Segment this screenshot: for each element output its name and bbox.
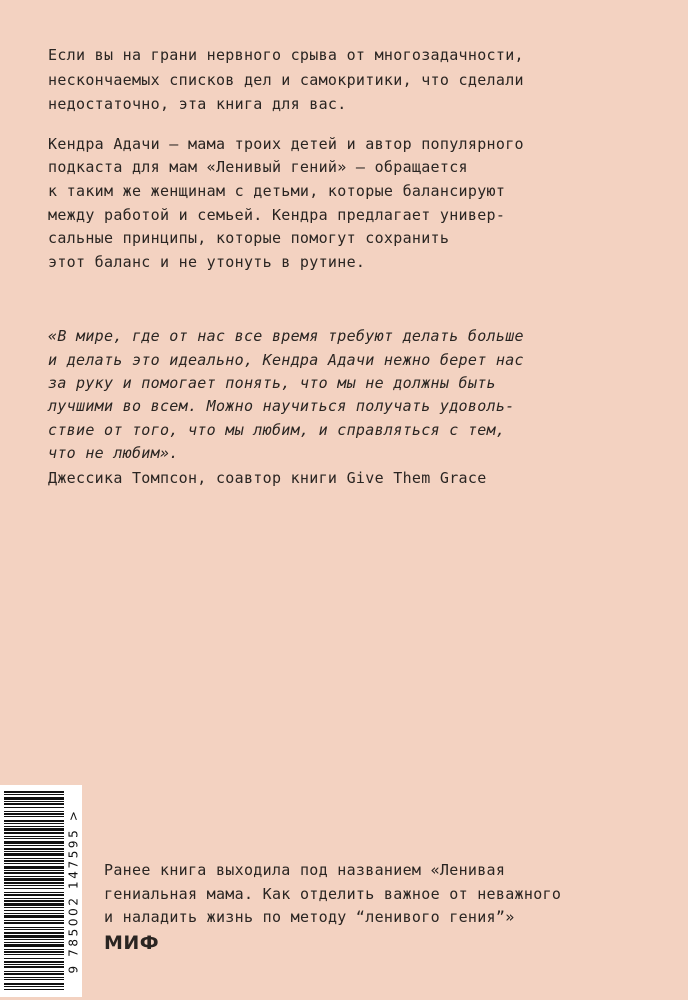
barcode-bar bbox=[4, 823, 64, 824]
barcode-bar bbox=[4, 907, 64, 908]
quote-line: лучшими во всем. Можно научиться получать удоволь- bbox=[48, 397, 515, 415]
barcode-bar bbox=[4, 885, 64, 886]
previous-title-line: и наладить жизнь по методу “ленивого гения”» bbox=[104, 908, 515, 926]
barcode-bar bbox=[4, 958, 64, 959]
barcode-bar bbox=[4, 951, 64, 953]
publisher-logo bbox=[104, 932, 159, 954]
barcode-bar bbox=[4, 803, 64, 805]
about-line: Кендра Адачи — мама троих детей и автор популярного bbox=[48, 135, 524, 153]
barcode-bar bbox=[4, 986, 64, 987]
barcode-bar bbox=[4, 845, 64, 846]
barcode-bar bbox=[4, 838, 64, 839]
barcode-bar bbox=[4, 858, 64, 859]
barcode-bar bbox=[4, 848, 64, 850]
barcode-digits bbox=[66, 785, 80, 997]
barcode-bar bbox=[4, 853, 64, 856]
barcode-number: 9 785002 147595 > bbox=[66, 808, 81, 974]
barcode-bar bbox=[4, 977, 64, 978]
barcode-bar bbox=[4, 832, 64, 834]
previous-title-line: гениальная мама. Как отделить важное от неважного bbox=[104, 885, 562, 903]
barcode-bar bbox=[4, 807, 64, 808]
isbn-barcode bbox=[0, 785, 82, 997]
barcode-bar bbox=[4, 794, 64, 795]
barcode-bar bbox=[4, 939, 64, 940]
barcode-bar bbox=[4, 915, 64, 918]
intro-line: Если вы на грани нервного срыва от многозадачности, bbox=[48, 46, 524, 64]
barcode-bar bbox=[4, 876, 64, 877]
barcode-bar bbox=[4, 944, 64, 947]
barcode-bar bbox=[4, 813, 64, 815]
previous-title-line: Ранее книга выходила под названием «Ленивая bbox=[104, 861, 506, 879]
barcode-bar bbox=[4, 927, 64, 928]
barcode-bar bbox=[4, 932, 64, 934]
barcode-bar bbox=[4, 828, 64, 831]
about-line: этот баланс и не утонуть в рутине. bbox=[48, 253, 366, 271]
barcode-bar bbox=[4, 920, 64, 921]
barcode-bar bbox=[4, 989, 64, 990]
barcode-bar bbox=[4, 878, 64, 881]
barcode-bars bbox=[0, 785, 66, 997]
barcode-bar bbox=[4, 913, 64, 914]
quote-line: ствие от того, что мы любим, и справляться с тем, bbox=[48, 421, 506, 439]
barcode-bar bbox=[4, 971, 64, 972]
barcode-bar bbox=[4, 898, 64, 899]
quote-line: «В мире, где от нас все время требуют делать больше bbox=[48, 327, 524, 345]
quote-line: за руку и помогает понять, что мы не должны быть bbox=[48, 374, 496, 392]
barcode-bar bbox=[4, 836, 64, 837]
barcode-bar bbox=[4, 811, 64, 812]
quote-line: и делать это идеально, Кендра Адачи нежно берет нас bbox=[48, 351, 524, 369]
publisher-logo-text: МИФ bbox=[104, 932, 160, 954]
barcode-bar bbox=[4, 929, 64, 930]
barcode-bar bbox=[4, 949, 64, 950]
about-line: подкаста для мам «Ленивый гений» — обращается bbox=[48, 158, 468, 176]
barcode-bar bbox=[4, 872, 64, 874]
barcode-bar bbox=[4, 851, 64, 852]
barcode-bar bbox=[4, 870, 64, 871]
barcode-bar bbox=[4, 961, 64, 963]
barcode-bar bbox=[4, 791, 64, 793]
about-line: между работой и семьей. Кендра предлагает универ- bbox=[48, 206, 506, 224]
barcode-bar bbox=[4, 863, 64, 864]
barcode-bar bbox=[4, 866, 64, 869]
barcode-bar bbox=[4, 797, 64, 800]
barcode-bar bbox=[4, 892, 64, 893]
barcode-bar bbox=[4, 841, 64, 844]
about-line: сальные принципы, которые помогут сохранить bbox=[48, 229, 450, 247]
barcode-bar bbox=[4, 935, 64, 938]
barcode-bar bbox=[4, 954, 64, 955]
barcode-bar bbox=[4, 801, 64, 802]
barcode-bar bbox=[4, 826, 64, 827]
barcode-bar bbox=[4, 922, 64, 924]
barcode-bar bbox=[4, 942, 64, 943]
barcode-bar bbox=[4, 816, 64, 817]
barcode-bar bbox=[4, 973, 64, 975]
barcode-bar bbox=[4, 964, 64, 965]
quote-attribution: Джессика Томпсон, соавтор книги Give Them Grace bbox=[48, 469, 487, 487]
barcode-bar bbox=[4, 979, 64, 980]
barcode-bar bbox=[4, 910, 64, 911]
barcode-bar bbox=[4, 966, 64, 968]
about-line: к таким же женщинам с детьми, которые балансируют bbox=[48, 182, 506, 200]
barcode-bar bbox=[4, 983, 64, 985]
intro-line: нескончаемых списков дел и самокритики, что сделали bbox=[48, 71, 524, 89]
barcode-bar bbox=[4, 882, 64, 884]
quote-line: что не любим». bbox=[48, 444, 179, 462]
barcode-bar bbox=[4, 894, 64, 896]
barcode-bar bbox=[4, 900, 64, 902]
barcode-bar bbox=[4, 888, 64, 889]
barcode-bar bbox=[4, 903, 64, 906]
barcode-bar bbox=[4, 820, 64, 822]
intro-line: недостаточно, эта книга для вас. bbox=[48, 95, 347, 113]
barcode-bar bbox=[4, 860, 64, 862]
